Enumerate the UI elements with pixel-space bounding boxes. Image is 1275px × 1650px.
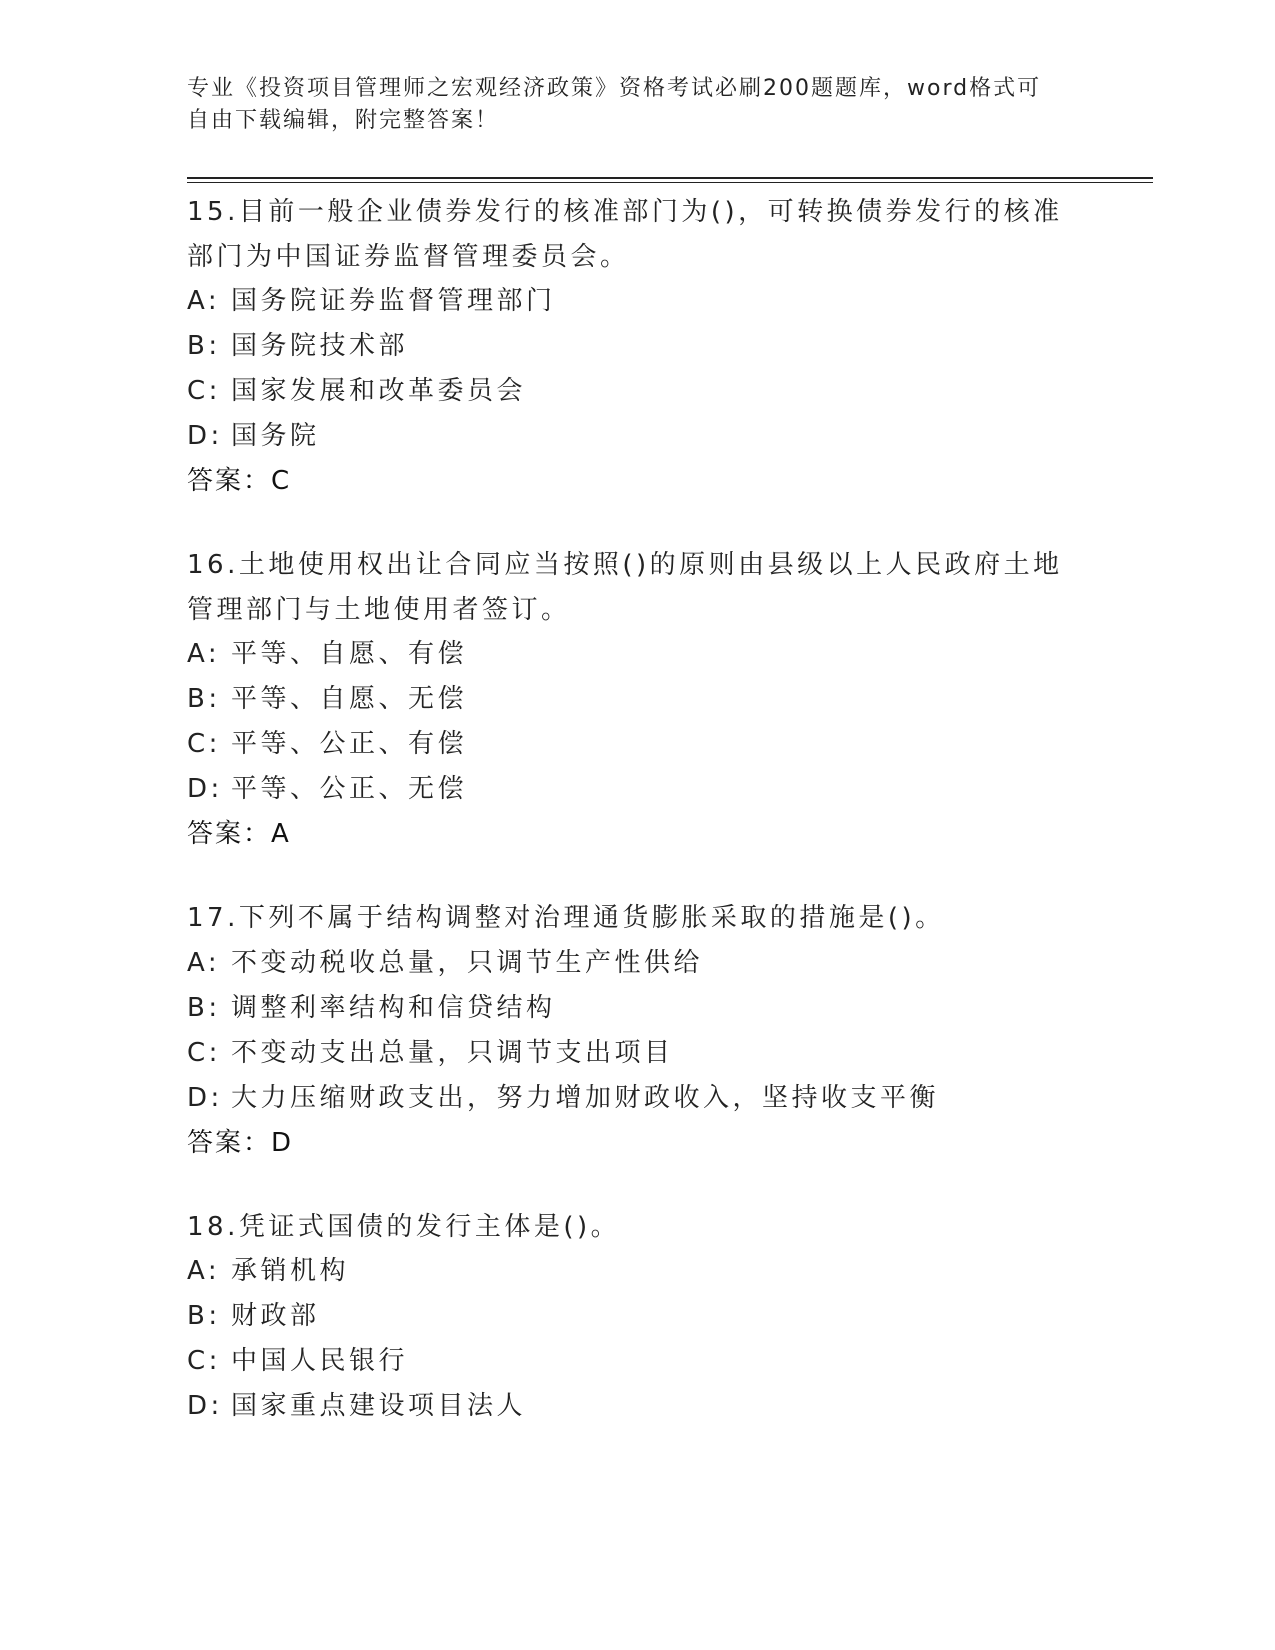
option-a	[187, 279, 1087, 324]
option-d	[187, 767, 1087, 812]
option-a	[187, 632, 1087, 677]
option-letter: D:	[187, 774, 223, 804]
option-letter: C:	[187, 376, 221, 406]
option-text: 大力压缩财政支出，努力增加财政收入，坚持收支平衡	[231, 1082, 940, 1113]
option-letter: C:	[187, 1037, 221, 1068]
option-letter: D:	[187, 421, 223, 451]
option-text: 平等、自愿、无偿	[231, 684, 468, 714]
option-letter: A:	[187, 1256, 221, 1286]
option-text: 不变动税收总量，只调节生产性供给	[231, 947, 704, 978]
answer-line	[187, 459, 1087, 504]
option-d	[187, 1384, 1087, 1429]
question-stem: 17.下列不属于结构调整对治理通货膨胀采取的措施是()。	[187, 903, 945, 933]
answer-value: A	[271, 819, 289, 849]
option-letter: C:	[187, 1346, 221, 1376]
option-text: 中国人民银行	[231, 1346, 409, 1376]
option-letter: B:	[187, 684, 221, 714]
option-d	[187, 414, 1087, 459]
option-b	[187, 986, 1087, 1031]
option-letter: C:	[187, 729, 221, 759]
header-divider-thick	[187, 177, 1153, 179]
answer-label: 答案：	[187, 1127, 272, 1158]
question-stem: 16.土地使用权出让合同应当按照()的原则由县级以上人民政府土地管理部门与土地使用者签订。	[187, 550, 1063, 625]
answer-line	[187, 812, 1087, 857]
answer-label: 答案：	[187, 819, 272, 849]
option-letter: A:	[187, 947, 221, 978]
question-16	[187, 543, 1087, 857]
question-stem: 18.凭证式国债的发行主体是()。	[187, 1211, 621, 1242]
option-c	[187, 369, 1087, 414]
question-15	[187, 190, 1087, 504]
option-text: 国家重点建设项目法人	[231, 1391, 527, 1421]
option-letter: A:	[187, 639, 221, 669]
header-divider-thin	[187, 182, 1153, 183]
option-text: 平等、自愿、有偿	[231, 639, 468, 669]
header-line-2: 自由下载编辑，附完整答案！	[187, 108, 500, 133]
header-line-1: 专业《投资项目管理师之宏观经济政策》资格考试必刷200题题库，word格式可	[187, 76, 1042, 101]
option-letter: B:	[187, 1301, 221, 1331]
option-c	[187, 1031, 1087, 1076]
option-letter: B:	[187, 331, 221, 361]
answer-label: 答案：	[187, 466, 272, 496]
answer-line	[187, 1121, 1087, 1166]
option-c	[187, 722, 1087, 767]
option-text: 不变动支出总量，只调节支出项目	[231, 1037, 674, 1068]
option-b	[187, 324, 1087, 369]
option-b	[187, 1294, 1087, 1339]
question-18	[187, 1205, 1087, 1430]
answer-value: D	[271, 1127, 292, 1158]
option-c	[187, 1339, 1087, 1384]
option-a	[187, 1249, 1087, 1294]
option-a	[187, 941, 1087, 986]
answer-value: C	[271, 466, 290, 496]
option-text: 国务院	[231, 421, 320, 451]
option-letter: D:	[187, 1082, 223, 1113]
question-list	[187, 190, 1087, 1468]
option-text: 财政部	[231, 1301, 320, 1331]
option-text: 承销机构	[231, 1256, 350, 1286]
option-letter: B:	[187, 992, 221, 1023]
option-text: 国务院证券监督管理部门	[231, 286, 556, 316]
option-letter: A:	[187, 286, 221, 316]
option-text: 国务院技术部	[231, 331, 409, 361]
document-header	[187, 73, 1087, 137]
option-text: 平等、公正、无偿	[231, 774, 468, 804]
option-b	[187, 677, 1087, 722]
question-stem: 15.目前一般企业债券发行的核准部门为()，可转换债券发行的核准部门为中国证券监督管理委员会。	[187, 197, 1063, 272]
option-d	[187, 1076, 1087, 1121]
question-17	[187, 896, 1087, 1166]
option-text: 国家发展和改革委员会	[231, 376, 527, 406]
option-text: 平等、公正、有偿	[231, 729, 468, 759]
option-text: 调整利率结构和信贷结构	[231, 992, 556, 1023]
option-letter: D:	[187, 1391, 223, 1421]
